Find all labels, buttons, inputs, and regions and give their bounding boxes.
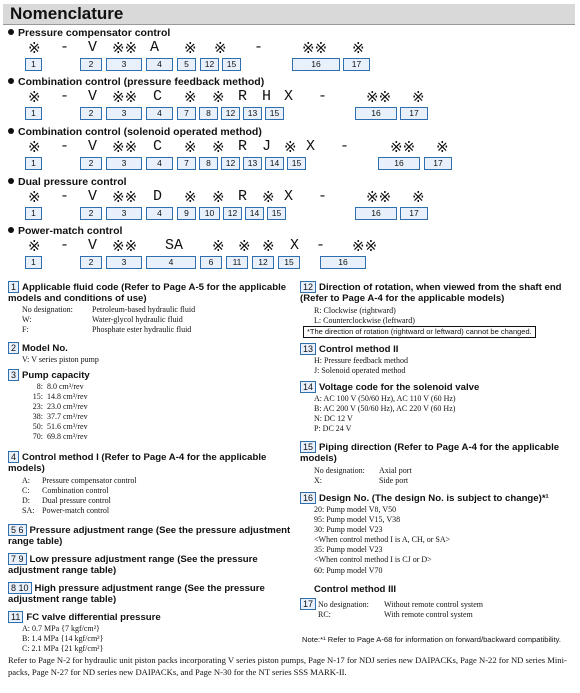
code-symbol: ※ [352,41,365,58]
item-value: A: 0.7 MPa {7 kgf/cm²} [22,624,100,633]
item-value: 20: Pump model V8, V50 [314,505,397,514]
item-value: Side port [379,476,409,485]
item-line [314,535,450,544]
item-value: <When control method I is A, CH, or SA> [314,535,451,544]
code-symbol: - [316,237,326,254]
item-value: 69.8 cm³/rev [47,432,88,441]
code-symbol: ※ [212,239,225,256]
code-box: 2 [80,107,102,120]
item-key: W: [22,315,32,324]
item-line [314,306,396,315]
code-box: 8 [199,107,218,120]
item-value: 37.7 cm³/rev [47,412,88,421]
item-heading-text: Applicable fluid code (Refer to Page A-5 for the applicable models and conditions of use) [8,282,287,304]
code-symbol: ※ [28,239,41,256]
item-heading-text: Pressure adjustment range (See the pressure adjustment range table) [8,525,291,547]
item-key: C: [22,486,30,495]
code-symbol: - [60,188,70,205]
code-symbol: ※※ [302,41,328,58]
item-line [314,555,432,564]
code-box: 11 [226,256,248,269]
code-symbol: - [60,39,70,56]
item-heading-text: Pump capacity [22,370,90,381]
code-symbol: ※ [436,140,449,157]
code-box: 16 [355,107,397,120]
item-key: No designation: [314,466,365,475]
bullet-icon [8,29,14,35]
code-box: 12 [200,58,219,71]
item-line [22,355,99,364]
item-value: R: Clockwise (rightward) [314,306,396,315]
item-line [314,566,383,575]
code-symbol: V [88,188,98,205]
item-heading-text: Design No. (The design No. is subject to change)*¹ [319,493,549,504]
item-value: N: DC 12 V [314,414,353,423]
item-heading-text: High pressure adjustment range (See the pressure adjustment range table) [8,583,265,605]
item-line [22,624,100,633]
item-number: 15 [300,441,316,453]
item-number: 1 [8,281,19,293]
code-box: 12 [221,157,240,170]
item-key: No designation: [22,305,73,314]
code-box: 16 [378,157,420,170]
code-symbol: ※※ [366,90,392,107]
diagram-title-text: Pressure compensator control [18,27,171,39]
code-symbol: X [306,138,316,155]
item-value: <When control method I is CJ or D> [314,555,432,564]
item-value: 51.6 cm³/rev [47,422,88,431]
code-symbol: V [88,88,98,105]
code-box: 3 [106,207,142,220]
code-box: 6 [200,256,222,269]
item-line [314,394,456,403]
item-value: 95: Pump model V15, V38 [314,515,401,524]
code-box: 12 [223,207,242,220]
item-value: Combination control [42,486,109,495]
item-value: With remote control system [384,610,473,619]
code-symbol: SA [165,237,184,254]
code-symbol: ※ [212,140,225,157]
item-line [26,382,84,391]
item-heading [300,281,575,304]
code-symbol: C [153,138,163,155]
code-symbol: ※※ [390,140,416,157]
item-key: F: [22,325,29,334]
code-symbol: H [262,88,272,105]
item-value: Dual pressure control [42,496,111,505]
diagram-title [8,27,170,39]
item-number: 16 [300,492,316,504]
bullet-icon [8,178,14,184]
code-box: 1 [25,107,42,120]
rotation-warning-box: *The direction of rotation (rightward or leftward) cannot be changed. [303,326,536,338]
code-symbol: - [60,88,70,105]
code-symbol: ※※ [112,41,138,58]
item-key: RC: [318,610,331,619]
item-heading [8,369,293,381]
diagram-title [8,126,262,138]
code-box: 2 [80,58,102,71]
bullet-icon [8,227,14,233]
item-key: D: [22,496,30,505]
item-line [314,545,383,554]
item-line [314,525,383,534]
item-value: 8.0 cm³/rev [47,382,84,391]
item-line [318,610,473,619]
code-symbol: ※ [238,239,251,256]
item-heading [300,441,575,464]
item-line [26,432,88,441]
code-box: 3 [106,58,142,71]
code-box: 3 [106,107,142,120]
code-symbol: A [150,39,160,56]
item-key: No designation: [318,600,369,609]
code-box: 16 [292,58,340,71]
item-line [22,325,191,334]
code-box: 16 [355,207,397,220]
code-symbol: D [153,188,163,205]
item-line [314,515,400,524]
code-symbol: - [318,188,328,205]
page-title: Nomenclature [10,4,124,23]
item-line [26,422,88,431]
code-symbol: V [88,39,98,56]
code-box: 14 [245,207,264,220]
item-line [22,506,109,515]
item-value: V: V series piston pump [22,355,99,364]
item-value: 30: Pump model V23 [314,525,383,534]
item-value: Phosphate ester hydraulic fluid [92,325,192,334]
code-box: 5 [177,58,196,71]
code-symbol: - [254,39,264,56]
code-symbol: - [60,237,70,254]
item-heading-text: Control method I (Refer to Page A-4 for the applicable models) [8,452,267,474]
code-box: 14 [265,157,284,170]
item-key: 23: [32,402,43,411]
code-symbol: ※※ [112,140,138,157]
code-box: 15 [222,58,241,71]
code-box: 17 [400,207,428,220]
code-box: 15 [287,157,306,170]
code-symbol: - [60,138,70,155]
item-value: L: Counterclockwise (leftward) [314,316,415,325]
code-symbol: ※※ [112,239,138,256]
code-symbol: ※※ [112,90,138,107]
item-heading-text: Direction of rotation, when viewed from the shaft end (Refer to Page A-4 for the applicable models) [300,282,562,304]
code-box: 1 [25,58,42,71]
diagram-title [8,176,127,188]
item-line [314,366,405,375]
item-line [314,316,415,325]
code-box: 2 [80,207,102,220]
item-value: Water-glycol hydraulic fluid [92,315,183,324]
item-value: J: Solenoid operated method [314,366,406,375]
code-symbol: X [284,88,294,105]
code-box: 15 [278,256,300,269]
diagram-title-text: Combination control (pressure feedback method) [18,76,265,88]
item-heading-text: Piping direction (Refer to Page A-4 for the applicable models) [300,442,560,464]
code-box: 2 [80,157,102,170]
item-key: X: [314,476,322,485]
code-box: 3 [106,157,142,170]
code-box: 7 [177,107,196,120]
item-heading-text: FC valve differential pressure [26,612,161,623]
item-heading-text: Low pressure adjustment range (See the pressure adjustment range table) [8,554,258,576]
item-heading [300,492,575,504]
item-value: Pressure compensator control [42,476,137,485]
item-heading [8,611,293,623]
item-key: 8: [36,382,43,391]
code-symbol: V [88,237,98,254]
code-box: 4 [146,256,196,269]
item-number: 12 [300,281,316,293]
code-box: 17 [400,107,428,120]
bullet-icon [8,78,14,84]
item-value: Petroleum-based hydraulic fluid [92,305,196,314]
item-number: 14 [300,381,316,393]
code-symbol: ※ [184,41,197,58]
item-key: SA: [22,506,35,515]
diagram-title [8,225,122,237]
code-symbol: ※ [214,41,227,58]
item-heading-text: Control method II [319,344,399,355]
item-number: 11 [8,611,23,623]
diagram-title-text: Power-match control [18,225,123,237]
code-box: 4 [146,107,173,120]
code-box: 4 [146,157,173,170]
code-box: 12 [221,107,240,120]
code-box: 3 [106,256,142,269]
item-line [22,644,103,653]
item-heading [300,598,320,610]
code-symbol: ※ [412,190,425,207]
code-symbol: ※ [28,41,41,58]
item-heading [8,281,293,304]
code-box: 1 [25,256,42,269]
item-value: H: Pressure feedback method [314,356,408,365]
code-symbol: ※※ [352,239,378,256]
item-number: 2 [8,342,19,354]
item-heading [8,342,293,354]
code-symbol: C [153,88,163,105]
code-symbol: ※ [212,190,225,207]
item-heading [8,524,293,547]
code-symbol: ※ [184,90,197,107]
code-box: 17 [343,58,370,71]
diagram-title [8,76,264,88]
code-box: 7 [177,157,196,170]
code-symbol: ※ [184,140,197,157]
code-box: 13 [243,157,262,170]
item-value: 14.8 cm³/rev [47,392,88,401]
code-symbol: ※※ [112,190,138,207]
code-box: 1 [25,157,42,170]
item-heading [314,584,574,595]
item-line [314,404,455,413]
code-symbol: - [318,88,328,105]
code-symbol: ※ [28,90,41,107]
code-box: 1 [25,207,42,220]
code-box: 10 [199,207,220,220]
item-heading [300,343,575,355]
diagram-title-text: Dual pressure control [18,176,127,188]
footnote: Note:*¹ Refer to Page A-68 for information on forward/backward compatibility. [302,635,562,644]
code-symbol: ※ [184,190,197,207]
code-box: 12 [252,256,274,269]
code-symbol: V [88,138,98,155]
item-key: 15: [32,392,43,401]
item-value: A: AC 100 V (50/60 Hz), AC 110 V (60 Hz) [314,394,456,403]
code-symbol: - [340,138,350,155]
code-box: 8 [199,157,218,170]
item-heading-text: Voltage code for the solenoid valve [319,382,480,393]
item-heading [300,381,575,393]
code-box: 4 [146,207,173,220]
code-symbol: ※ [28,140,41,157]
item-line [26,402,88,411]
code-symbol: X [290,237,300,254]
item-value: C: 2.1 MPa {21 kgf/cm²} [22,644,104,653]
code-symbol: R [238,138,248,155]
item-line [318,600,483,609]
code-box: 2 [80,256,102,269]
item-key: 70: [32,432,43,441]
item-line [26,392,88,401]
item-value: B: 1.4 MPa {14 kgf/cm²} [22,634,104,643]
item-key: 50: [32,422,43,431]
item-line [26,412,88,421]
item-line [22,315,183,324]
item-line [22,496,111,505]
code-symbol: ※ [212,90,225,107]
item-number: 7 9 [8,553,27,565]
item-line [314,476,408,485]
item-line [22,634,103,643]
code-symbol: ※ [412,90,425,107]
bottom-reference-text: Refer to Page N-2 for hydraulic unit piston packs incorporating V series piston pumps, Page N-17 for NDJ series new DAIPACKs, Page N-22 for ND series Mini-packs, Page N-27 for ND series new DAIPACKs, and Page N-30 for the NT series SSS MARK-II. [8,655,567,677]
item-value: P: DC 24 V [314,424,352,433]
item-value: 35: Pump model V23 [314,545,383,554]
item-value: Axial port [379,466,412,475]
bullet-icon [8,128,14,134]
item-heading-text: Control method III [314,584,397,595]
code-symbol: ※ [284,140,297,157]
title-bar [3,4,575,25]
code-box: 15 [267,207,286,220]
item-number: 4 [8,451,19,463]
item-heading [8,553,293,576]
diagram-title-text: Combination control (solenoid operated method) [18,126,262,138]
code-symbol: R [238,88,248,105]
code-symbol: J [262,138,272,155]
item-number: 5 6 [8,524,27,536]
code-symbol: ※※ [366,190,392,207]
code-box: 4 [146,58,173,71]
item-line [22,305,195,314]
code-symbol: X [284,188,294,205]
item-value: B: AC 200 V (50/60 Hz), AC 220 V (60 Hz) [314,404,456,413]
item-key: 38: [32,412,43,421]
code-symbol: R [238,188,248,205]
item-line [314,414,353,423]
item-number: 3 [8,369,19,381]
code-box: 16 [320,256,366,269]
item-value: Without remote control system [384,600,483,609]
item-line [314,505,396,514]
item-value: 23.0 cm³/rev [47,402,88,411]
item-key: A: [22,476,30,485]
code-box: 9 [177,207,196,220]
item-number: 8 10 [8,582,32,594]
item-number: 13 [300,343,316,355]
code-box: 17 [424,157,452,170]
code-symbol: ※ [262,239,275,256]
code-box: 13 [243,107,262,120]
item-line [314,424,351,433]
code-symbol: ※ [28,190,41,207]
item-value: Power-match control [42,506,110,515]
item-number: 17 [300,598,316,610]
code-symbol: ※ [262,190,275,207]
item-heading [8,582,293,605]
item-line [22,476,137,485]
item-line [314,356,408,365]
code-box: 15 [265,107,284,120]
item-line [22,486,108,495]
item-value: 60: Pump model V70 [314,566,383,575]
item-heading [8,451,293,474]
item-line [314,466,412,475]
item-heading-text: Model No. [22,343,68,354]
